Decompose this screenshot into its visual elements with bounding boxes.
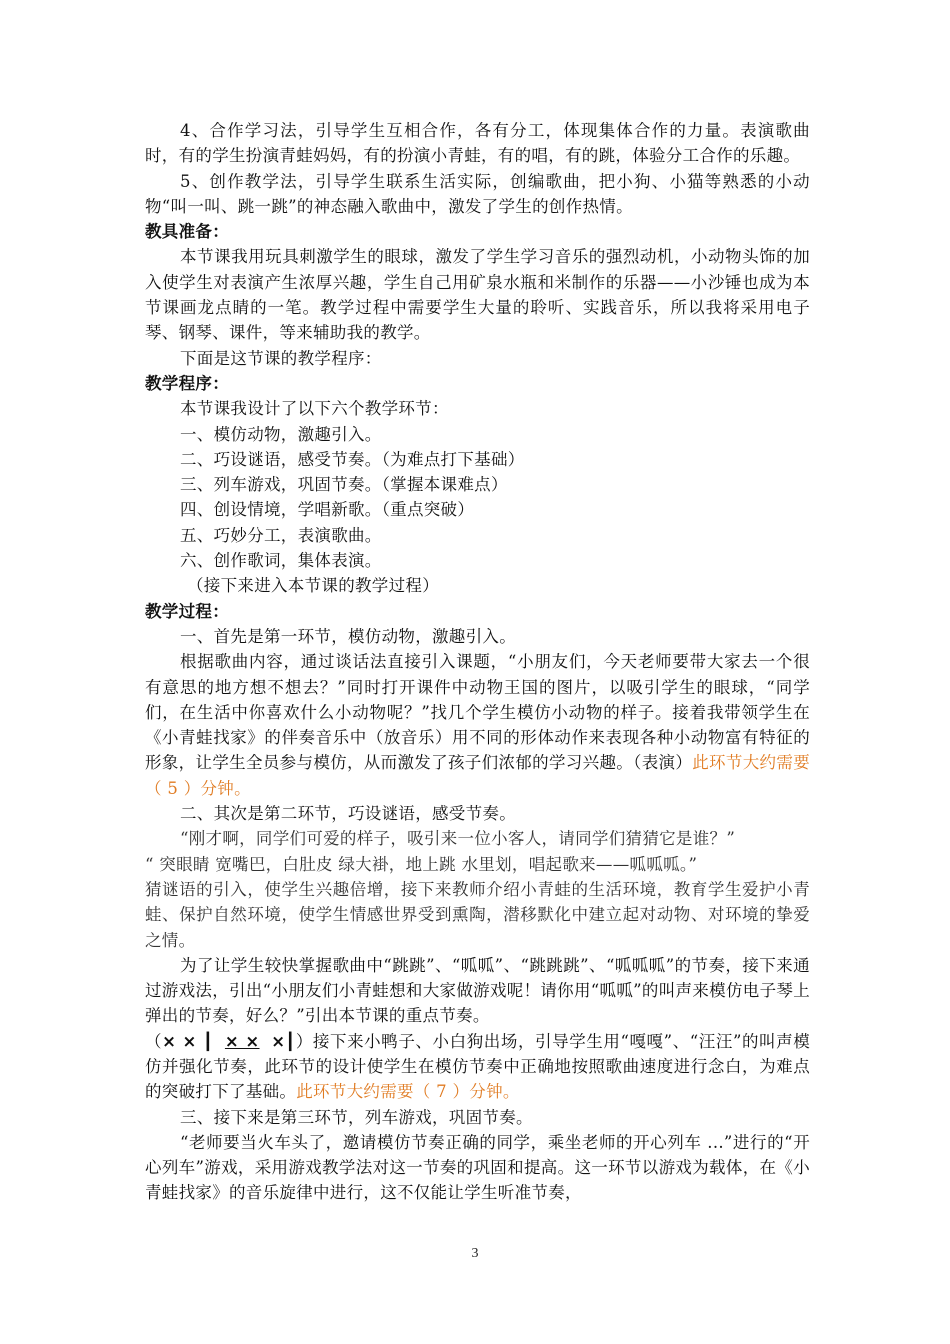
step-item: 六、创作歌词，集体表演。 — [180, 551, 382, 571]
steps-list — [145, 422, 810, 574]
paragraph-procedure-intro: 下面是这节课的教学程序： — [180, 348, 382, 368]
paragraph-six-steps-intro: 本节课我设计了以下六个教学环节： — [180, 399, 449, 419]
paragraph-rhythm — [145, 953, 810, 1105]
paragraph-riddle-effect: 猜谜语的引入，使学生兴趣倍增，接下来教师介绍小青蛙的生活环境，教育学生爱护小青蛙、保护自然环境，使学生情感世界受到熏陶，潜移默化中建立起对动物、对环境的挚爱之情。 — [145, 879, 810, 950]
rhythm-followup-text: 接下来小鸭子、小白狗出场，引导学生用“嘎嘎”、“汪汪”的叫声模仿并强化节奏，此环节的设计使学生在模仿节奏中正确地按照歌曲速度进行念白，为难点的突破打下了基础。 — [145, 1031, 811, 1102]
paragraph-process-transition: （接下来进入本节课的教学过程） — [187, 576, 439, 596]
rhythm-notation — [145, 1032, 313, 1051]
paragraph-step1-title: 一、首先是第一环节，模仿动物，激趣引入。 — [180, 626, 516, 646]
rhythm-close-paren: ） — [295, 1031, 313, 1051]
paragraph-step1-body — [145, 649, 810, 801]
step1-time-note: 此环节大约需要（ 5 ）分钟。 — [145, 753, 810, 798]
step-item: 二、巧设谜语，感受节奏。（为难点打下基础） — [180, 449, 525, 469]
paragraph-creative-teaching: 5、创作教学法，引导学生联系生活实际，创编歌曲，把小狗、小猫等熟悉的小动物“叫一叫、跳一跳”的神态融入歌曲中，激发了学生的创作热情。 — [145, 171, 810, 216]
document-body — [145, 118, 810, 1206]
rhythm-measure-3: ×┃ — [271, 1031, 296, 1051]
rhythm-measure-1: × × ┃ — [162, 1031, 214, 1051]
step-item: 三、列车游戏，巩固节奏。（掌握本课难点） — [180, 475, 508, 495]
paragraph-cooperative-learning: 4、合作学习法，引导学生互相合作，各有分工，体现集体合作的力量。表演歌曲时，有的学生扮演青蛙妈妈，有的扮演小青蛙，有的唱，有的跳，体验分工合作的乐趣。 — [145, 121, 810, 166]
step2-time-note: 此环节大约需要（ 7 ）分钟。 — [296, 1082, 520, 1102]
page-number: 3 — [471, 1246, 479, 1261]
paragraph-step2-title: 二、其次是第二环节，巧设谜语，感受节奏。 — [180, 804, 516, 824]
step-item: 五、巧妙分工，表演歌曲。 — [180, 525, 382, 545]
step1-body-text: 根据歌曲内容，通过谈话法直接引入课题，“小朋友们，今天老师要带大家去一个很有意思的地方想不想去？”同时打开课件中动物王国的图片，以吸引学生的眼球，“同学们，在生活中你喜欢什么小动物呢？”找几个学生模仿小动物的样子。接着我带领学生在《小青蛙找家》的伴奏音乐中（放音乐）用不同的形体动作来表现各种小动物富有特征的形象，让学生全员参与模仿，从而激发了孩子们浓郁的学习兴趣。（表演） — [145, 652, 810, 773]
step-item: 一、模仿动物，激趣引入。 — [180, 424, 382, 444]
rhythm-open-paren: （ — [145, 1031, 163, 1051]
heading-teaching-process: 教学过程： — [145, 601, 229, 621]
paragraph-step3-title: 三、接下来是第三环节，列车游戏，巩固节奏。 — [180, 1107, 533, 1127]
paragraph-step2-quote: “刚才啊，同学们可爱的样子，吸引来一位小客人，请同学们猜猜它是谁？” — [180, 829, 736, 849]
heading-teaching-aids: 教具准备： — [145, 222, 229, 242]
paragraph-riddle: “ 突眼睛 宽嘴巴，白肚皮 绿大褂，地上跳 水里划，唱起歌来——呱呱呱。” — [145, 854, 698, 874]
heading-teaching-procedure: 教学程序： — [145, 373, 229, 393]
paragraph-step3-body: “老师要当火车头了，邀请模仿节奏正确的同学，乘坐老师的开心列车 ...”进行的“开心列车”游戏，采用游戏教学法对这一节奏的巩固和提高。这一环节以游戏为载体，在《小青蛙找家》的音乐旋律中进行，这不仅能让学生听准节奏， — [145, 1132, 810, 1203]
step-item: 四、创设情境，学唱新歌。（重点突破） — [180, 500, 475, 520]
paragraph-teaching-aids: 本节课我用玩具刺激学生的眼球，激发了学生学习音乐的强烈动机，小动物头饰的加入使学生对表演产生浓厚兴趣，学生自己用矿泉水瓶和米制作的乐器——小沙锤也成为本节课画龙点睛的一笔。教学过程中需要学生大量的聆听、实践音乐，所以我将采用电子琴、钢琴、课件，等来辅助我的教学。 — [145, 247, 810, 343]
rhythm-intro-text: 为了让学生较快掌握歌曲中“跳跳”、“呱呱”、“跳跳跳”、“呱呱呱”的节奏，接下来通过游戏法，引出“小朋友们小青蛙想和大家做游戏呢！请你用“呱呱”的叫声来模仿电子琴上弹出的节奏，好么？”引出本节课的重点节奏。 — [145, 955, 810, 1026]
rhythm-measure-2: × × — [224, 1031, 260, 1051]
